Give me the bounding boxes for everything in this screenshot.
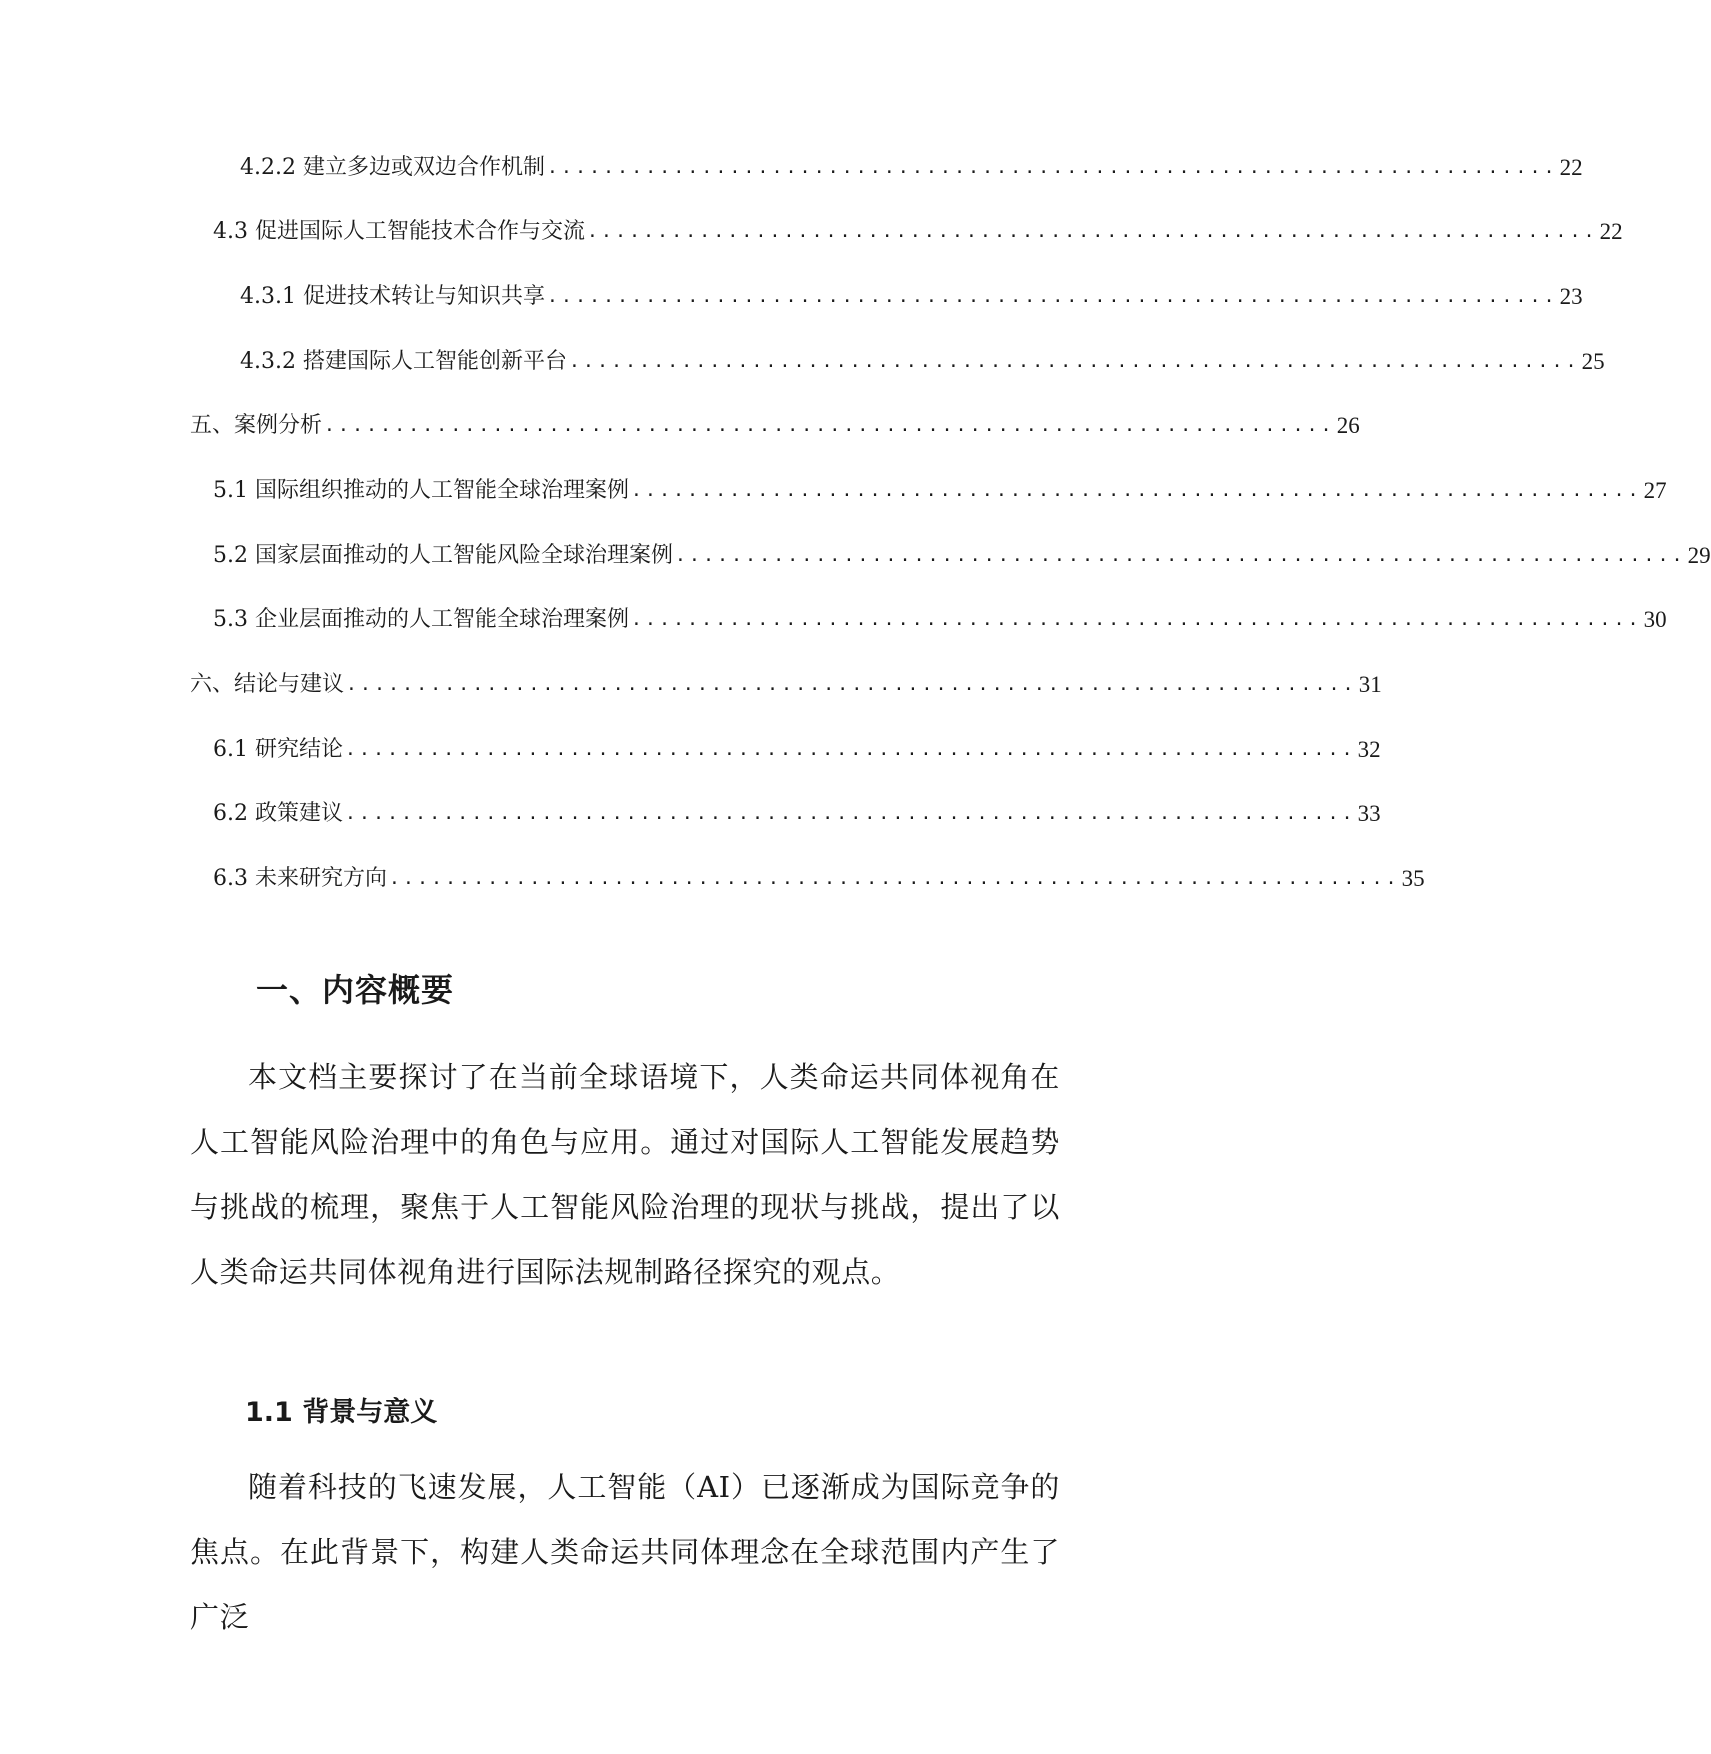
- toc-number: 6.1: [213, 737, 255, 762]
- toc-page-number: 23: [1559, 284, 1583, 309]
- toc-leader-dots: ........................................................................: [547, 157, 1558, 178]
- toc-number: 5.1: [213, 478, 255, 503]
- toc-label: 政策建议: [254, 801, 343, 826]
- toc-entry-chapter-5[interactable]: [190, 406, 1360, 446]
- toc-leader-dots: ........................................................................: [345, 803, 1356, 824]
- toc-entry-4-3[interactable]: [213, 212, 1623, 252]
- toc-entry-5-2[interactable]: [213, 536, 1711, 576]
- toc-label: 五、案例分析: [190, 413, 323, 438]
- section-heading: 一、内容概要: [256, 971, 455, 1009]
- toc-leader-dots: ........................................................................: [675, 545, 1686, 566]
- toc-entry-5-1[interactable]: [213, 471, 1667, 511]
- toc-number: 6.2: [213, 801, 255, 826]
- toc-page-number: 27: [1643, 478, 1667, 503]
- toc-page-number: 29: [1687, 543, 1711, 568]
- toc-label: 促进国际人工智能技术合作与交流: [254, 219, 585, 244]
- toc-label: 建立多边或双边合作机制: [302, 155, 545, 180]
- toc-label: 搭建国际人工智能创新平台: [302, 349, 567, 374]
- toc-entry-6-3[interactable]: [213, 859, 1425, 899]
- subsection-heading: 1.1 背景与意义: [245, 1397, 438, 1428]
- toc-entry-4-3-1[interactable]: [240, 277, 1583, 317]
- subsection-paragraph: 随着科技的飞速发展，人工智能（AI）已逐渐成为国际竞争的焦点。在此背景下，构建人类命运共同体理念在全球范围内产生了广泛: [190, 1470, 1060, 1634]
- toc-leader-dots: ........................................................................: [631, 609, 1642, 630]
- toc-page-number: 33: [1357, 801, 1381, 826]
- toc-leader-dots: ........................................................................: [346, 674, 1357, 695]
- toc-page-number: 22: [1599, 219, 1623, 244]
- toc-page-number: 35: [1401, 866, 1425, 891]
- toc-leader-dots: ........................................................................: [345, 739, 1356, 760]
- toc-number: 4.3.2: [240, 349, 303, 374]
- toc-label: 未来研究方向: [254, 866, 387, 891]
- toc-leader-dots: ........................................................................: [547, 286, 1558, 307]
- toc-entry-4-2-2[interactable]: [240, 148, 1583, 188]
- toc-number: 4.2.2: [240, 155, 303, 180]
- toc-number: 4.3: [213, 219, 255, 244]
- toc-page-number: 32: [1357, 737, 1381, 762]
- toc-label: 促进技术转让与知识共享: [302, 284, 545, 309]
- toc-label: 研究结论: [254, 737, 343, 762]
- toc-number: 6.3: [213, 866, 255, 891]
- toc-number: 5.2: [213, 543, 255, 568]
- toc-label: 六、结论与建议: [190, 672, 345, 697]
- toc-page-number: 30: [1643, 607, 1667, 632]
- toc-entry-chapter-6[interactable]: [190, 665, 1382, 705]
- toc-label: 企业层面推动的人工智能全球治理案例: [254, 607, 629, 632]
- toc-label: 国际组织推动的人工智能全球治理案例: [254, 478, 629, 503]
- toc-entry-6-2[interactable]: [213, 794, 1381, 834]
- toc-number: 5.3: [213, 607, 255, 632]
- toc-entry-6-1[interactable]: [213, 730, 1381, 770]
- toc-leader-dots: ........................................................................: [631, 480, 1642, 501]
- toc-number: 4.3.1: [240, 284, 303, 309]
- toc-leader-dots: ........................................................................: [389, 868, 1400, 889]
- toc-page-number: 31: [1358, 672, 1382, 697]
- toc-entry-4-3-2[interactable]: [240, 342, 1605, 382]
- toc-label: 国家层面推动的人工智能风险全球治理案例: [254, 543, 673, 568]
- toc-leader-dots: ........................................................................: [569, 351, 1580, 372]
- toc-page-number: 26: [1336, 413, 1360, 438]
- section-paragraph: 本文档主要探讨了在当前全球语境下，人类命运共同体视角在人工智能风险治理中的角色与应用。通过对国际人工智能发展趋势与挑战的梳理，聚焦于人工智能风险治理的现状与挑战，提出了以人类命运共同体视角进行国际法规制路径探究的观点。: [190, 1060, 1060, 1289]
- toc-leader-dots: ........................................................................: [324, 415, 1335, 436]
- toc-leader-dots: ........................................................................: [587, 221, 1598, 242]
- toc-page-number: 22: [1559, 155, 1583, 180]
- toc-entry-5-3[interactable]: [213, 600, 1667, 640]
- toc-page-number: 25: [1581, 349, 1605, 374]
